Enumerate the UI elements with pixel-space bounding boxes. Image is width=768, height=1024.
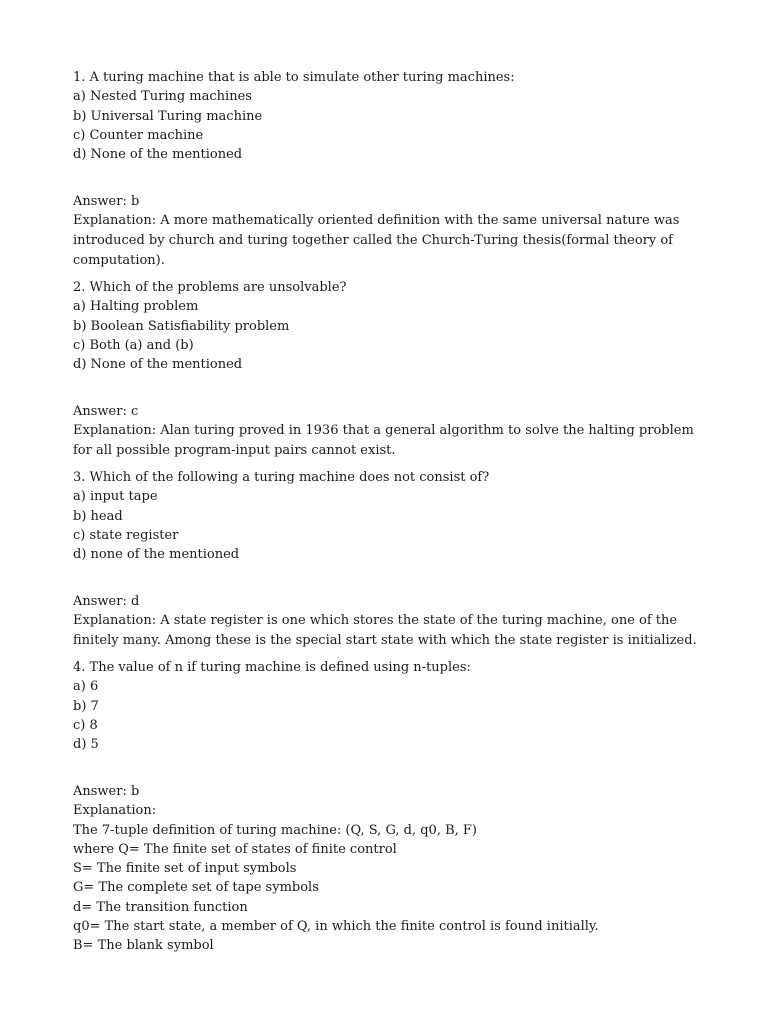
option-b: b) head xyxy=(73,508,123,524)
option-a: a) Nested Turing machines xyxy=(73,89,252,105)
option-d: d) none of the mentioned xyxy=(73,547,240,563)
question-text: 4. The value of n if turing machine is defined using n-tuples: xyxy=(73,660,471,675)
question-3 xyxy=(73,468,703,564)
question-text: 3. Which of the following a turing machine does not consist of? xyxy=(73,470,490,485)
answer-block-1 xyxy=(73,192,703,271)
option-d: d) None of the mentioned xyxy=(73,357,243,373)
question-1 xyxy=(73,68,703,164)
definition-g: G= The complete set of tape symbols xyxy=(73,880,319,896)
explanation-text: Explanation: Alan turing proved in 1936 that a general algorithm to solve the halting problem for all possible program-input pairs cannot exist. xyxy=(73,423,694,459)
question-text: 2. Which of the problems are unsolvable? xyxy=(73,280,347,295)
option-c: c) Counter machine xyxy=(73,127,204,143)
question-2 xyxy=(73,278,703,374)
option-a: a) input tape xyxy=(73,489,158,505)
option-b: b) Boolean Satisfiability problem xyxy=(73,318,290,334)
definition-d: d= The transition function xyxy=(73,899,248,915)
tuple-definition: The 7-tuple definition of turing machine: (Q, S, G, d, q0, B, F) xyxy=(73,822,477,838)
option-d: d) 5 xyxy=(73,737,99,753)
answer-text: Answer: b xyxy=(73,194,140,209)
answer-block-4 xyxy=(73,782,703,956)
answer-text: Answer: c xyxy=(73,404,139,419)
option-c: c) state register xyxy=(73,527,179,543)
answer-text: Answer: d xyxy=(73,594,140,609)
definition-s: S= The finite set of input symbols xyxy=(73,861,297,877)
option-c: c) Both (a) and (b) xyxy=(73,337,194,353)
question-text: 1. A turing machine that is able to simulate other turing machines: xyxy=(73,70,515,85)
definition-b: B= The blank symbol xyxy=(73,938,214,954)
answer-block-2 xyxy=(73,402,703,461)
explanation-heading: Explanation: xyxy=(73,803,157,819)
definition-q: where Q= The finite set of states of finite control xyxy=(73,841,397,857)
explanation-text: Explanation: A state register is one which stores the state of the turing machine, one of the finitely many. Among these is the special start state with which the state register is initialized. xyxy=(73,613,697,649)
option-a: a) Halting problem xyxy=(73,299,199,315)
option-b: b) 7 xyxy=(73,698,99,714)
question-4 xyxy=(73,658,703,754)
option-c: c) 8 xyxy=(73,717,98,733)
option-a: a) 6 xyxy=(73,679,99,695)
definition-q0: q0= The start state, a member of Q, in which the finite control is found initially. xyxy=(73,919,599,935)
option-b: b) Universal Turing machine xyxy=(73,108,263,124)
answer-text: Answer: b xyxy=(73,784,140,799)
answer-block-3 xyxy=(73,592,703,651)
explanation-text: Explanation: A more mathematically oriented definition with the same universal nature was introduced by church and turing together called the Church-Turing thesis(formal theory of computation). xyxy=(73,213,680,268)
option-d: d) None of the mentioned xyxy=(73,147,243,163)
